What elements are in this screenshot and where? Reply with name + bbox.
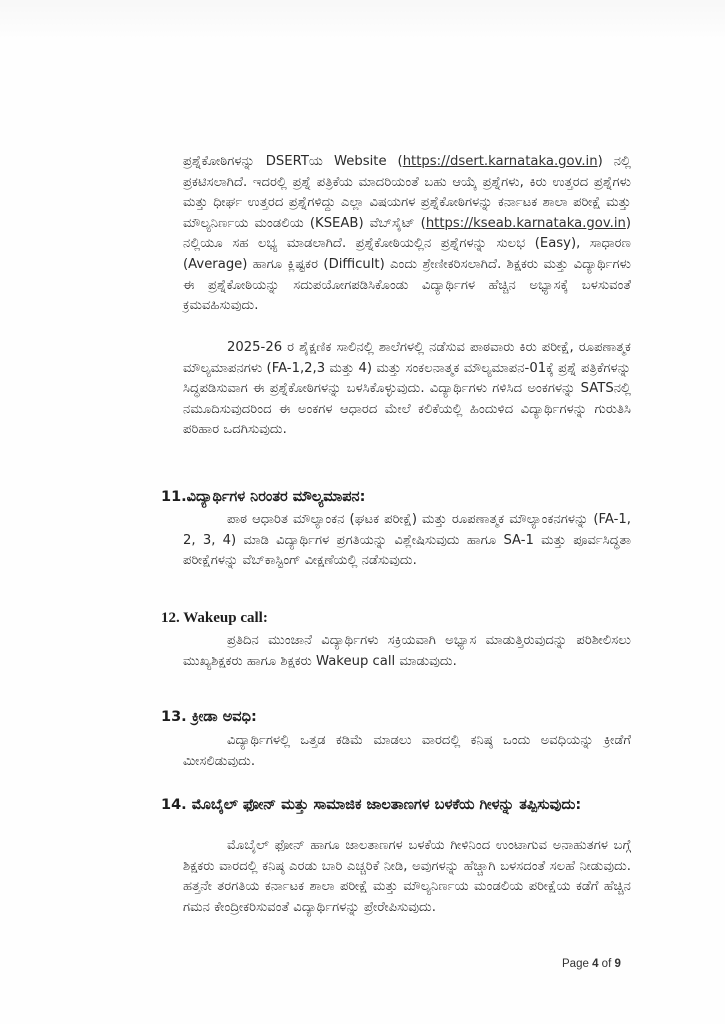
- section-13-text: ವಿದ್ಯಾರ್ಥಿಗಳಲ್ಲಿ ಒತ್ತಡ ಕಡಿಮೆ ಮಾಡಲು ವಾರದಲ್ಲಿ ಕನಿಷ್ಠ ಒಂದು ಅವಧಿಯನ್ನು ಕ್ರೀಡೆಗೆ ಮೀಸಲಿಡುವುದು.: [183, 733, 631, 769]
- section-14-heading: 14. ಮೊಬೈಲ್ ಫೋನ್ ಮತ್ತು ಸಾಮಾಜಿಕ ಜಾಲತಾಣಗಳ ಬಳಕೆಯ ಗೀಳನ್ನು ತಪ್ಪಿಸುವುದು:: [161, 797, 582, 813]
- section-11-text: ಪಾಠ ಆಧಾರಿತ ಮೌಲ್ಯಾಂಕನ (ಘಟಕ ಪರೀಕ್ಷೆ) ಮತ್ತು ರೂಪಣಾತ್ಮಕ ಮೌಲ್ಯಾಂಕನಗಳನ್ನು (FA-1, 2, 3, 4) ಮಾಡಿ ವಿದ್ಯಾರ್ಥಿಗಳ ಪ್ರಗತಿಯನ್ನು ವಿಶ್ಲೇಷಿಸುವುದು ಹಾಗೂ SA-1 ಮತ್ತು ಪೂರ್ವಸಿದ್ಧತಾ ಪರೀಕ್ಷೆಗಳನ್ನು ವೆಬ್‌ಕಾಸ್ಟಿಂಗ್ ವೀಕ್ಷಣೆಯಲ್ಲಿ ನಡೆಸುವುದು.: [183, 512, 631, 569]
- of-label: of: [601, 958, 612, 970]
- assessment-paragraph: 2025-26 ರ ಶೈಕ್ಷಣಿಕ ಸಾಲಿನಲ್ಲಿ ಶಾಲೆಗಳಲ್ಲಿ ನಡೆಸುವ ಪಾಠವಾರು ಕಿರು ಪರೀಕ್ಷೆ, ರೂಪಣಾತ್ಮಕ ಮೌಲ್ಯಮಾಪನಗಳು (FA-1,2,3 ಮತ್ತು 4) ಮತ್ತು ಸಂಕಲನಾತ್ಮಕ ಮೌಲ್ಯಮಾಪನ-01ಕ್ಕೆ ಪ್ರಶ್ನೆ ಪತ್ರಿಕೆಗಳನ್ನು ಸಿದ್ಧಪಡಿಸುವಾಗ ಈ ಪ್ರಶ್ನೆಕೋಠಿಗಳನ್ನು ಬಳಸಿಕೊಳ್ಳುವುದು. ವಿದ್ಯಾರ್ಥಿಗಳು ಗಳಿಸಿದ ಅಂಕಗಳನ್ನು SATSನಲ್ಲಿ ನಮೂದಿಸುವುದರಿಂದ ಈ ಅಂಕಗಳ ಆಧಾರದ ಮೇಲೆ ಕಲಿಕೆಯಲ್ಲಿ ಹಿಂದುಳಿದ ವಿದ್ಯಾರ್ಥಿಗಳನ್ನು ಗುರುತಿಸಿ ಪರಿಹಾರ ಒದಗಿಸುವುದು.: [183, 340, 631, 438]
- section-12-heading: 12. Wakeup call:: [161, 610, 268, 626]
- dsert-website-link[interactable]: https://dsert.karnataka.gov.in: [402, 154, 598, 169]
- intro-paragraph: [183, 152, 631, 317]
- section-12-text: ಪ್ರತಿದಿನ ಮುಂಜಾನೆ ವಿದ್ಯಾರ್ಥಿಗಳು ಸಕ್ರಿಯವಾಗಿ ಅಭ್ಯಾಸ ಮಾಡುತ್ತಿರುವುದನ್ನು ಪರಿಶೀಲಿಸಲು ಮುಖ್ಯಶಿಕ್ಷಕರು ಹಾಗೂ ಶಿಕ್ಷಕರು Wakeup call ಮಾಡುವುದು.: [183, 633, 631, 669]
- page-label: Page: [562, 958, 589, 970]
- scan-artifact: [0, 0, 725, 40]
- section-14-body: [183, 836, 631, 918]
- section-12-body: [183, 631, 631, 672]
- intro-paragraph-2: [183, 338, 631, 441]
- section-14-text: ಮೊಬೈಲ್ ಫೋನ್ ಹಾಗೂ ಜಾಲತಾಣಗಳ ಬಳಕೆಯ ಗೀಳಿನಿಂದ ಉಂಟಾಗುವ ಅನಾಹುತಗಳ ಬಗ್ಗೆ ಶಿಕ್ಷಕರು ವಾರದಲ್ಲಿ ಕನಿಷ್ಠ ಎರಡು ಬಾರಿ ಎಚ್ಚರಿಕೆ ನೀಡಿ, ಅವುಗಳನ್ನು ಹೆಚ್ಚಾಗಿ ಬಳಸದಂತೆ ಸಲಹೆ ನೀಡುವುದು. ಹತ್ತನೇ ತರಗತಿಯ ಕರ್ನಾಟಕ ಶಾಲಾ ಪರೀಕ್ಷೆ ಮತ್ತು ಮೌಲ್ಯನಿರ್ಣಯ ಮಂಡಲಿಯ ಪರೀಕ್ಷೆಯ ಕಡೆಗೆ ಹೆಚ್ಚಿನ ಗಮನ ಕೇಂದ್ರೀಕರಿಸುವಂತೆ ವಿದ್ಯಾರ್ಥಿಗಳನ್ನು ಪ್ರೇರೇಪಿಸುವುದು.: [183, 838, 631, 915]
- intro-text-middle: ) ನಲ್ಲಿ ಪ್ರಕಟಿಸಲಾಗಿದೆ. ಇದರಲ್ಲಿ ಪ್ರಶ್ನೆ ಪತ್ರಿಕೆಯ ಮಾದರಿಯಂತೆ ಬಹು ಆಯ್ಕೆ ಪ್ರಶ್ನೆಗಳು, ಕಿರು ಉತ್ತರದ ಪ್ರಶ್ನೆಗಳು ಮತ್ತು ಧೀರ್ಘ ಉತ್ತರದ ಪ್ರಶ್ನೆಗಳಿದ್ದು ಎಲ್ಲಾ ವಿಷಯಗಳ ಪ್ರಶ್ನೆಕೋಠಿಗಳನ್ನು ಕರ್ನಾಟಕ ಶಾಲಾ ಪರೀಕ್ಷೆ ಮತ್ತು ಮೌಲ್ಯನಿರ್ಣಯ ಮಂಡಲಿಯ (KSEAB) ವೆಬ್‌ಸೈಟ್ (: [183, 154, 631, 231]
- section-13-body: [183, 731, 631, 772]
- current-page: 4: [592, 958, 599, 970]
- section-11-body: [183, 510, 631, 572]
- intro-text-start: ಪ್ರಶ್ನೆಕೋಠಿಗಳನ್ನು DSERTಯ Website (: [183, 154, 403, 169]
- total-pages: 9: [614, 958, 621, 970]
- section-13-heading: 13. ಕ್ರೀಡಾ ಅವಧಿ:: [161, 709, 257, 725]
- section-11-heading: 11.ವಿದ್ಯಾರ್ಥಿಗಳ ನಿರಂತರ ಮೌಲ್ಯಮಾಪನ:: [161, 489, 366, 505]
- page-number: [562, 958, 621, 970]
- kseab-website-link[interactable]: https://kseab.karnataka.gov.in: [425, 215, 626, 231]
- intro-text-end: ) ನಲ್ಲಿಯೂ ಸಹ ಲಭ್ಯ ಮಾಡಲಾಗಿದೆ. ಪ್ರಶ್ನೆಕೋಠಿಯಲ್ಲಿನ ಪ್ರಶ್ನೆಗಳನ್ನು ಸುಲಭ (Easy), ಸಾಧಾರಣ (Average) ಹಾಗೂ ಕ್ಲಿಷ್ಟಕರ (Difficult) ಎಂದು ಶ್ರೇಣೀಕರಿಸಲಾಗಿದೆ. ಶಿಕ್ಷಕರು ಮತ್ತು ವಿದ್ಯಾರ್ಥಿಗಳು ಈ ಪ್ರಶ್ನೆಕೋಠಿಯನ್ನು ಸದುಪಯೋಗಪಡಿಸಿಕೊಂಡು ವಿದ್ಯಾರ್ಥಿಗಳ ಹೆಚ್ಚಿನ ಅಭ್ಯಾಸಕ್ಕೆ ಬಳಸುವಂತೆ ಕ್ರಮವಹಿಸುವುದು.: [183, 215, 631, 314]
